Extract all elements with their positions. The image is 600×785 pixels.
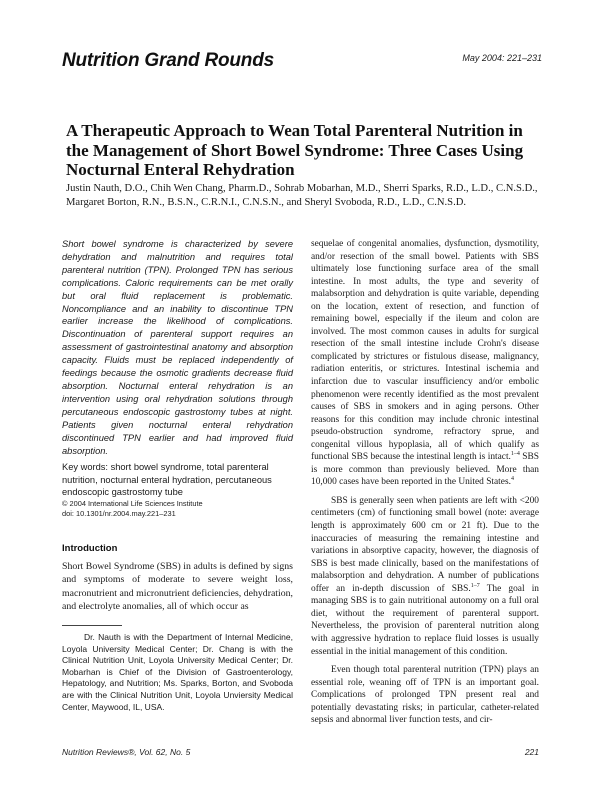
issue-reference: May 2004: 221–231 (462, 53, 542, 63)
body-paragraph-1: sequelae of congenital anomalies, dysfunction, dysmotility, and/or resection of the small bowel. Patients with SBS ultimately lose functioning surface area of the small intestine. In most adults, the type and severity of malabsorption and dehydration is quite variable, depending on the location, extent of resection, and function of remaining bowel, especially if the ileum and colon are involved. The most common causes in adults for surgical resection of the small intestine include Crohn's disease complicated by strictures or fistulous disease, malignancy, radiation enteritis, or strictures. Intestinal ischemia and infarction due to vascular insufficiency and/or embolic phenomenon were recently identified as the most prevalent causes of SBS in smokers and in aging persons. Other reasons for this condition may include chronic intestinal pseudo-obstruction syndrome, refractory sprue, and congenital villous hypoplasia, all of which qualify as functional SBS because the intestinal length is intact.$^{1-4}$ SBS is more common than previously believed. More than 10,000 cases have been reported in the United States.$^4$ (311, 239, 539, 488)
abstract: Short bowel syndrome is characterized by severe dehydration and malnutrition and requires total parenteral nutrition (TPN). Prolonged TPN has serious complications. Caloric requirements can be met orally but oral fluid replacement is problematic. Noncompliance and an inability to discontinue TPN earlier increase the likelihood of complications. Discontinuation of parenteral support requires an assessment of gastrointestinal anatomy and absorption capacity. Fluids must be replaced independently of feedings because the osmotic gradients decrease fluid absorption. Nocturnal enteral rehydration is an intervention using oral rehydration solutions through percutaneous endoscopic gastrostomy tubes at night. Patients given nocturnal enteral rehydration discontinued TPN earlier and had improved fluid absorption. (62, 239, 293, 456)
footnote-divider (62, 625, 122, 626)
author-affiliations-footnote: Dr. Nauth is with the Department of Internal Medicine, Loyola University Medical Center; Dr. Chang is with the Clinical Nutrition Unit, Loyola University Medical Center; Dr. Mobarhan is Chief of the Division of Gastroenterology, Hepatology, and Nutrition; Ms. Sparks, Borton, and Svoboda are with the Clinical Nutrition Unit, Loyola Unviersity Medical Center, Maywood, IL, USA. (62, 632, 293, 712)
copyright-notice: © 2004 International Life Sciences Institute (62, 498, 203, 508)
journal-section-title: Nutrition Grand Rounds (62, 50, 274, 71)
page-number: 221 (524, 747, 539, 757)
citation-ref[interactable]: 4 (510, 476, 514, 483)
author-list: Justin Nauth, D.O., Chih Wen Chang, Pharm.D., Sohrab Mobarhan, M.D., Sherri Sparks, R.D., L.D., C.N.S.D., Margaret Borton, R.N., B.S.N., C.R.N.I., C.N.S.N., and Sheryl Svoboda, R.D., L.D., C.N.S.D. (66, 183, 538, 208)
right-column (311, 238, 539, 727)
body-paragraph-2: SBS is generally seen when patients are left with <200 centimeters (cm) of functioning small bowel (note: average length is approximately 600 cm or 21 ft). Due to the inaccuracies of measuring the remaining intestine and variations in absorptive capacity, however, the diagnosis of SBS is best made clinically, based on the manifestations of malabsorption and dehydration. A number of publications offer an in-depth discussion of SBS.$^{1-7}$ The goal in managing SBS is to gain nutritional autonomy on a full oral diet, without the requirement of parenteral support. Nevertheless, the provision of parenteral nutrition along with aggressive hydration to replace fluid losses is usually essential in the initial management of this condition. (311, 495, 539, 657)
introduction-paragraph: Short Bowel Syndrome (SBS) in adults is defined by signs and symptoms of moderate to severe weight loss, macronutrient and micronutrient deficiencies, dehydration, and electrolyte anomalies, all of which occur as (62, 561, 293, 612)
keywords: Key words: short bowel syndrome, total parenteral nutrition, nocturnal enteral hydration, percutaneous endoscopic gastrostomy tube (62, 462, 272, 498)
doi-link[interactable]: doi: 10.1301/nr.2004.may.221–231 (62, 509, 176, 519)
footer-journal-citation: Nutrition Reviews®, Vol. 62, No. 5 (62, 747, 191, 757)
citation-ref[interactable]: 1–7 (470, 582, 480, 589)
body-paragraph-3: Even though total parenteral nutrition (TPN) plays an essential role, weaning off of TPN is an important goal. Complications of prolonged TPN present real and potentially devastating risks; in particular, catheter-related sepsis and abnormal liver function tests, and cir- (311, 665, 539, 726)
citation-ref[interactable]: 1–4 (510, 451, 520, 458)
left-column (62, 238, 293, 520)
article-title: A Therapeutic Approach to Wean Total Parenteral Nutrition in the Management of Short Bowel Syndrome: Three Cases Using Nocturnal Enteral Rehydration (66, 121, 524, 179)
section-heading-introduction: Introduction (62, 543, 118, 554)
